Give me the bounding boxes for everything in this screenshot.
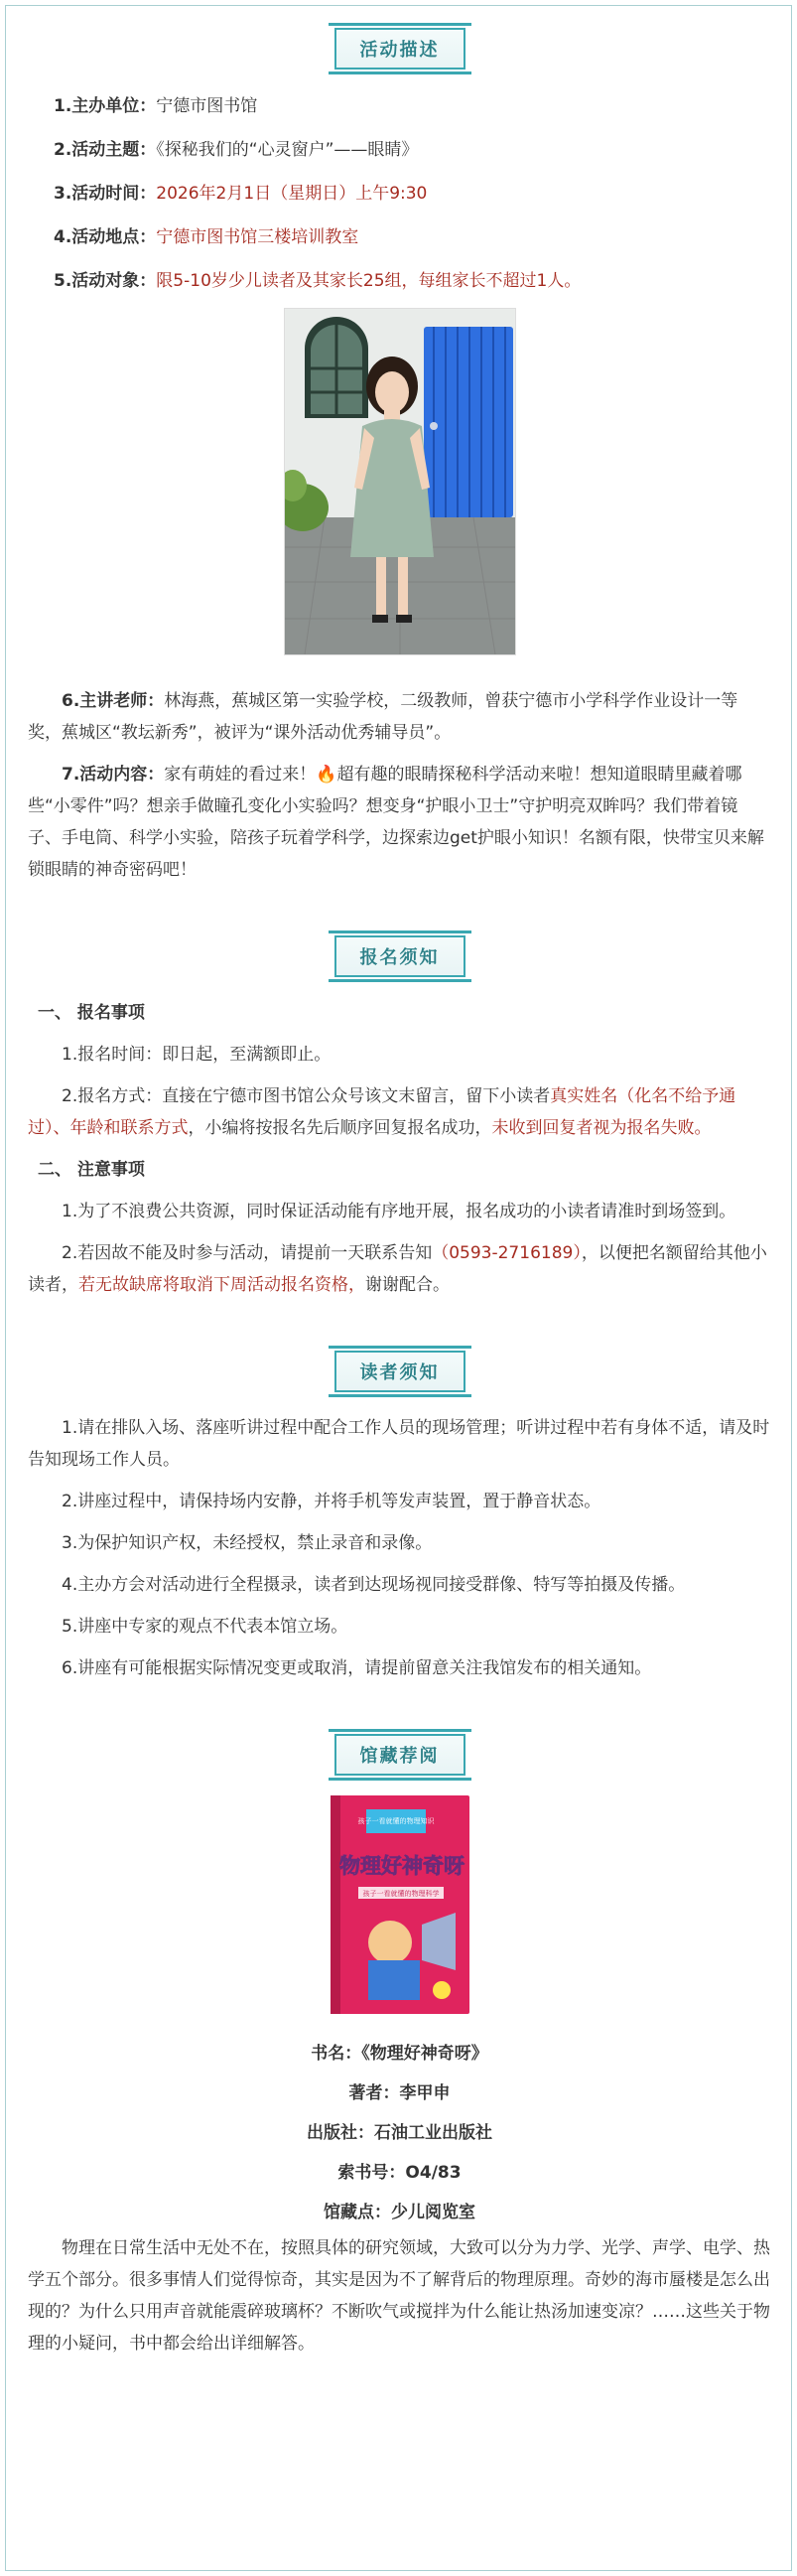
registration-note-1: 1.为了不浪费公共资源，同时保证活动能有序地开展，报名成功的小读者请准时到场签到。 bbox=[62, 1202, 736, 1221]
reader-note: 5.讲座中专家的观点不代表本馆立场。 bbox=[62, 1617, 348, 1637]
title-box: 活动描述 bbox=[334, 28, 465, 70]
registration-method bbox=[28, 1080, 771, 1144]
fire-icon: 🔥 bbox=[316, 765, 337, 785]
book-callnumber-line: 索书号：O4/83 bbox=[337, 2163, 462, 2183]
content-label: 7.活动内容： bbox=[62, 765, 165, 785]
text: 2.若因故不能及时参与活动，请提前一天联系告知 bbox=[62, 1243, 433, 1263]
teacher-paragraph bbox=[28, 685, 771, 749]
spacer bbox=[28, 1694, 771, 1734]
book-publisher-line: 出版社：石油工业出版社 bbox=[307, 2123, 492, 2143]
info-label: 3.活动时间： bbox=[54, 184, 157, 204]
reader-note: 1.请在排队入场、落座听讲过程中配合工作人员的现场管理；听讲过程中若有身体不适，请及时告知现场工作人员。 bbox=[28, 1418, 770, 1470]
teacher-photo bbox=[284, 308, 516, 655]
registration-heading-2: 二、 注意事项 bbox=[38, 1160, 145, 1180]
highlight-text: 未收到回复者视为报名失败。 bbox=[491, 1118, 712, 1138]
book-summary: 物理在日常生活中无处不在，按照具体的研究领域，大致可以分为力学、光学、声学、电学、热学五个部分。很多事情人们觉得惊奇，其实是因为不了解背后的物理原理。奇妙的海市蜃楼是怎么出现的？为什么只用声音就能震碎玻璃杯？不断吹气或搅拌为什么能让热汤加速变凉？……这些关于物理的小疑问，书中都会给出详细解答。 bbox=[28, 2238, 770, 2354]
highlight-text: 真实姓名（化名不给予通过）、年龄和联系方式 bbox=[28, 1086, 736, 1138]
teacher-label: 6.主讲老师： bbox=[62, 691, 165, 711]
section-title-registration bbox=[28, 935, 771, 977]
info-label: 5.活动对象： bbox=[54, 271, 157, 291]
text: ，以便把名额留给其他小读者， bbox=[28, 1243, 767, 1295]
info-value: 《探秘我们的“心灵窗户”——眼睛》 bbox=[156, 140, 419, 160]
content-text: 超有趣的眼睛探秘科学活动来啦！想知道眼睛里藏着哪些“小零件”吗？想亲手做瞳孔变化小实验吗？想变身“护眼小卫士”守护明亮双眸吗？我们带着镜子、手电筒、科学小实验，陪孩子玩着学科学，边探索边get护眼小知识！名额有限，快带宝贝来解锁眼睛的神奇密码吧！ bbox=[28, 765, 764, 880]
teacher-photo-illustration bbox=[285, 309, 515, 654]
text: 谢谢配合。 bbox=[365, 1275, 450, 1295]
reader-note: 4.主办方会对活动进行全程摄录，读者到达现场视同接受群像、特写等拍摄及传播。 bbox=[62, 1575, 686, 1595]
book-title-line: 书名：《物理好神奇呀》 bbox=[311, 2044, 488, 2064]
registration-note-2 bbox=[28, 1237, 771, 1301]
registration-time: 1.报名时间：即日起，至满额即止。 bbox=[62, 1045, 332, 1065]
title-box: 馆藏荐阅 bbox=[334, 1734, 465, 1776]
reader-note: 6.讲座有可能根据实际情况变更或取消，请提前留意关注我馆发布的相关通知。 bbox=[62, 1658, 652, 1678]
info-location bbox=[54, 220, 771, 254]
book-location-line: 馆藏点：少儿阅览室 bbox=[324, 2203, 475, 2222]
info-audience bbox=[54, 264, 771, 298]
phone-number: （0593-2716189） bbox=[432, 1243, 582, 1263]
book-author-line: 著者：李甲申 bbox=[348, 2083, 451, 2103]
text: ，小编将按报名先后顺序回复报名成功， bbox=[188, 1118, 492, 1138]
text: 2.报名方式：直接在宁德市图书馆公众号该文末留言，留下小读者 bbox=[62, 1086, 551, 1106]
reader-note: 2.讲座过程中，请保持场内安静，并将手机等发声装置，置于静音状态。 bbox=[62, 1492, 601, 1511]
spacer bbox=[28, 1311, 771, 1351]
info-label: 2.活动主题： bbox=[54, 140, 157, 160]
section-title-reader bbox=[28, 1351, 771, 1392]
book-details bbox=[28, 2034, 771, 2232]
title-box: 报名须知 bbox=[334, 935, 465, 977]
info-value: 宁德市图书馆 bbox=[156, 96, 258, 116]
section-title-activity bbox=[28, 28, 771, 70]
info-value: 2026年2月1日（星期日）上午9:30 bbox=[156, 184, 428, 204]
title-box: 读者须知 bbox=[334, 1351, 465, 1392]
book-cover-illustration bbox=[331, 1795, 469, 2014]
book-cover-subtitle: 孩子一看就懂的物理科学 bbox=[362, 1890, 439, 1898]
section-title-recommend bbox=[28, 1734, 771, 1776]
spacer bbox=[28, 896, 771, 935]
activity-info bbox=[28, 89, 771, 298]
content-pre: 家有萌娃的看过来！ bbox=[164, 765, 317, 785]
article-content bbox=[28, 28, 771, 2369]
teacher-text: 林海燕，蕉城区第一实验学校，二级教师，曾获宁德市小学科学作业设计一等奖，蕉城区“教坛新秀”，被评为“课外活动优秀辅导员”。 bbox=[28, 691, 738, 743]
reader-note: 3.为保护知识产权，未经授权，禁止录音和录像。 bbox=[62, 1533, 433, 1553]
info-organizer bbox=[54, 89, 771, 123]
content-paragraph bbox=[28, 759, 771, 886]
info-value: 限5-10岁少儿读者及其家长25组，每组家长不超过1人。 bbox=[156, 271, 582, 291]
highlight-text: 若无故缺席将取消下周活动报名资格， bbox=[78, 1275, 365, 1295]
info-label: 1.主办单位： bbox=[54, 96, 157, 116]
registration-heading-1: 一、 报名事项 bbox=[38, 1003, 145, 1023]
book-cover-title: 物理好神奇呀 bbox=[338, 1854, 465, 1878]
info-value: 宁德市图书馆三楼培训教室 bbox=[156, 227, 359, 247]
info-theme bbox=[54, 133, 771, 167]
info-label: 4.活动地点： bbox=[54, 227, 157, 247]
book-cover-banner: 孩子一看就懂的物理知识 bbox=[357, 1817, 434, 1825]
info-time bbox=[54, 177, 771, 211]
book-cover bbox=[331, 1795, 469, 2014]
